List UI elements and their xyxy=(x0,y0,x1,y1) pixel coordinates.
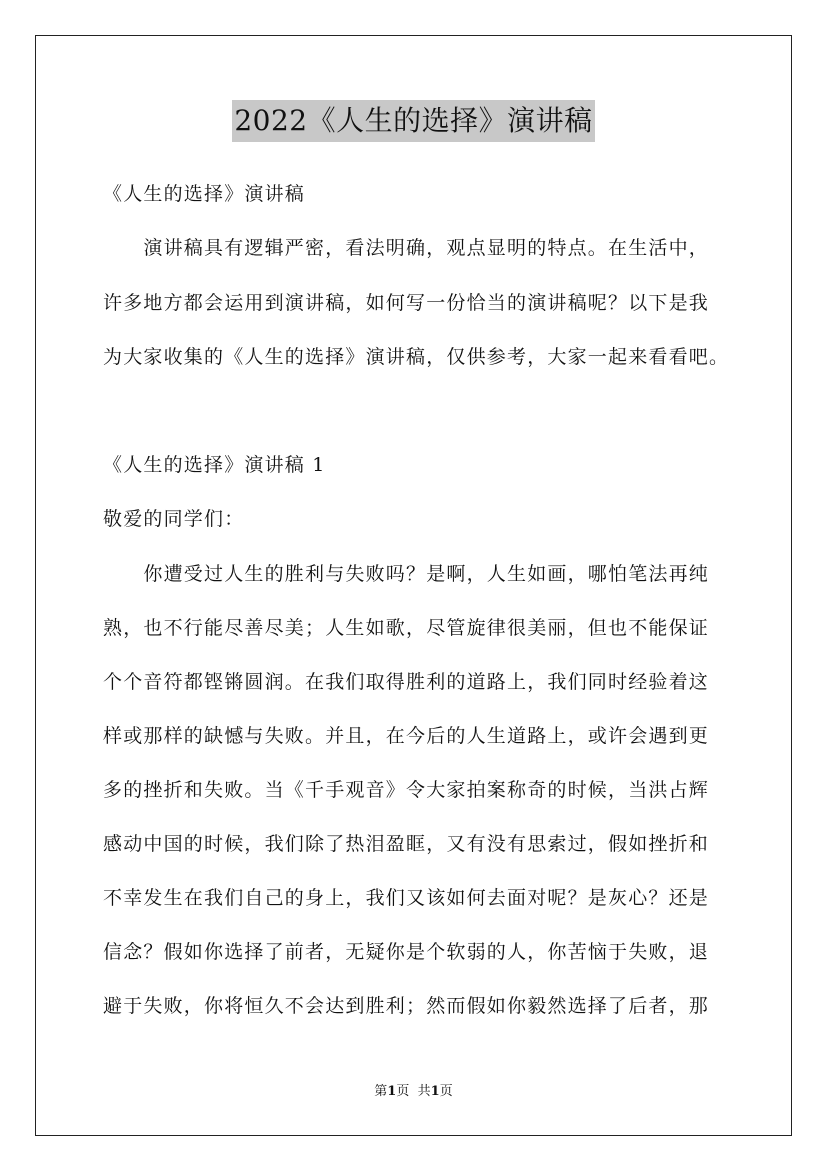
page-suffix: 页 xyxy=(396,1084,410,1099)
body-line-4: 样或那样的缺憾与失败。并且，在今后的人生道路上，或许会遇到更 xyxy=(103,725,710,747)
body-line-1: 你遭受过人生的胜利与失败吗？是啊，人生如画，哪怕笔法再纯 xyxy=(103,563,710,585)
total-suffix: 页 xyxy=(439,1084,453,1099)
page-number: 1 xyxy=(387,1084,397,1099)
total-prefix: 共 xyxy=(417,1084,431,1099)
body-line-7: 不幸发生在我们自己的身上，我们又该如何去面对呢？是灰心？还是 xyxy=(103,887,710,909)
body-line-8: 信念？假如你选择了前者，无疑你是个软弱的人，你苦恼于失败，退 xyxy=(103,941,710,963)
body-line-3: 个个音符都铿锵圆润。在我们取得胜利的道路上，我们同时经验着这 xyxy=(103,671,710,693)
body-line-6: 感动中国的时候，我们除了热泪盈眶，又有没有思索过，假如挫折和 xyxy=(103,833,710,855)
page-footer xyxy=(0,1084,827,1100)
page-prefix: 第 xyxy=(374,1084,388,1099)
section-heading: 《人生的选择》演讲稿 1 xyxy=(103,454,326,476)
intro-line-3: 为大家收集的《人生的选择》演讲稿，仅供参考，大家一起来看看吧。 xyxy=(103,346,730,368)
document-subtitle: 《人生的选择》演讲稿 xyxy=(103,183,306,205)
title-container xyxy=(0,100,827,142)
body-line-5: 多的挫折和失败。当《千手观音》令大家拍案称奇的时候，当洪占辉 xyxy=(103,779,710,801)
salutation: 敬爱的同学们： xyxy=(103,508,245,530)
body-line-2: 熟，也不行能尽善尽美；人生如歌，尽管旋律很美丽，但也不能保证 xyxy=(103,617,710,639)
body-line-9: 避于失败，你将恒久不会达到胜利；然而假如你毅然选择了后者，那 xyxy=(103,995,710,1017)
document-title: 2022《人生的选择》演讲稿 xyxy=(232,100,594,142)
intro-line-1: 演讲稿具有逻辑严密，看法明确，观点显明的特点。在生活中， xyxy=(103,237,710,259)
intro-line-2: 许多地方都会运用到演讲稿，如何写一份恰当的演讲稿呢？以下是我 xyxy=(103,292,710,314)
total-number: 1 xyxy=(430,1084,440,1099)
